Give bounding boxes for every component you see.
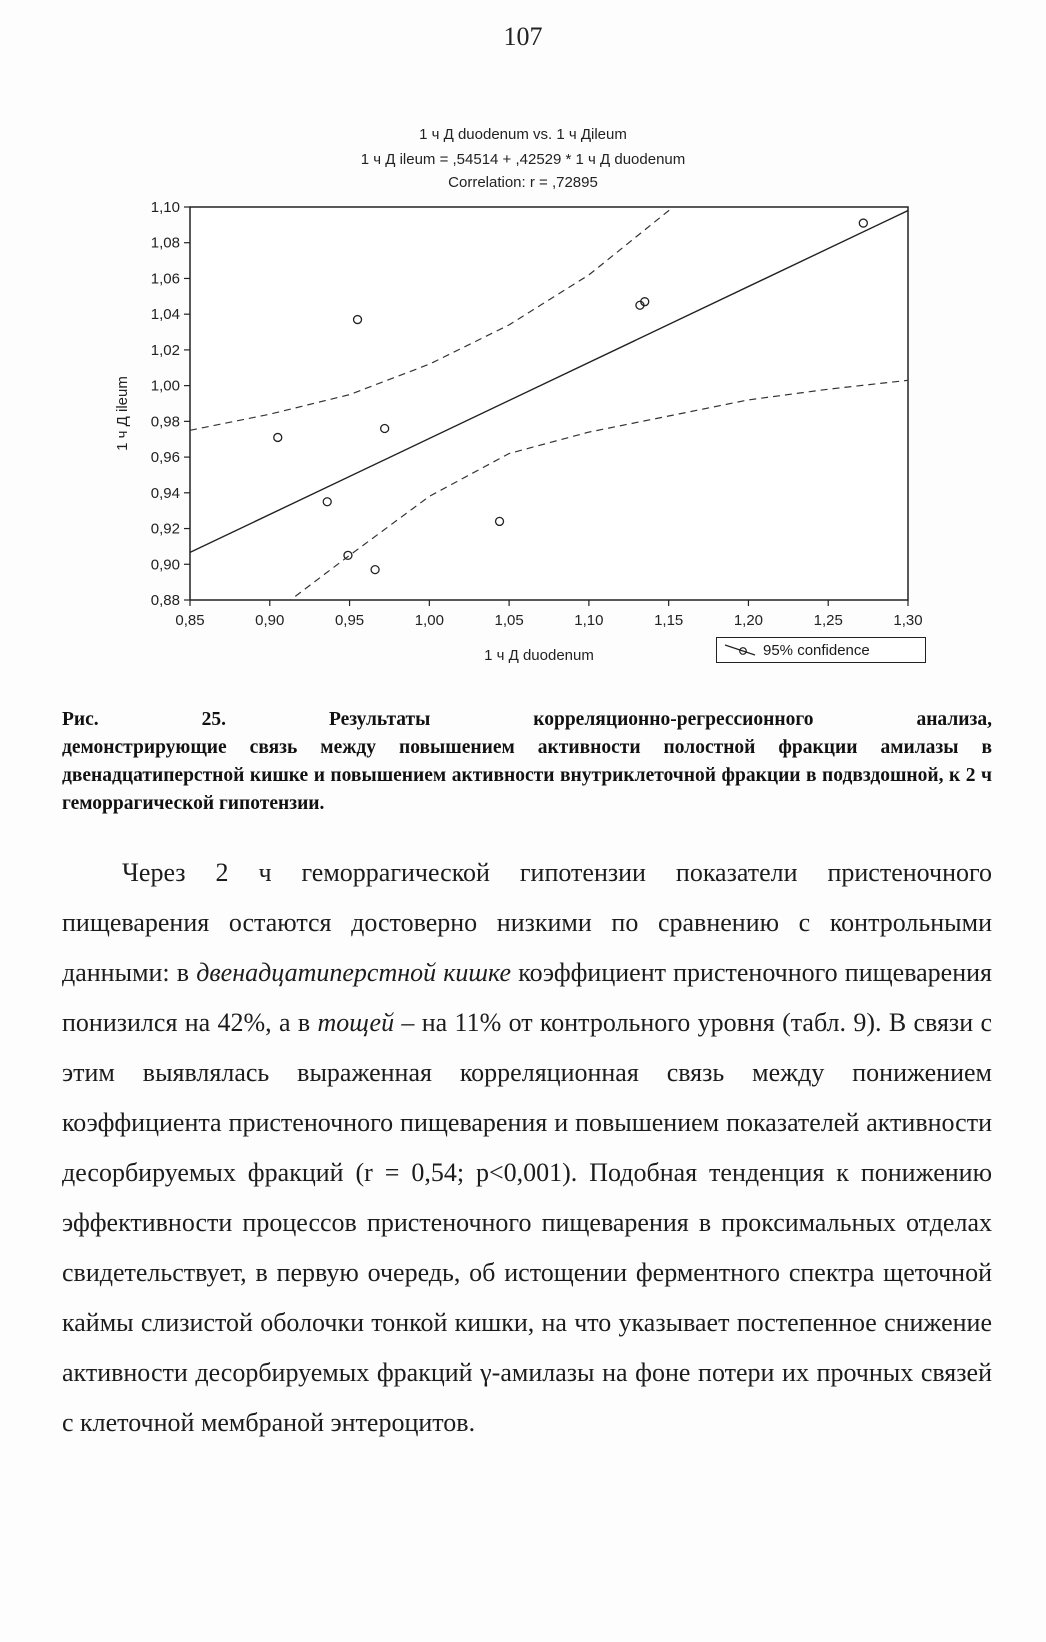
body-paragraph <box>62 848 992 1448</box>
y-tick-label: 1,06 <box>150 270 180 288</box>
caption-text: демонстрирующие связь между повышением активности полостной фракции амилазы в двенадцатиперстной кишке и повышением активности внутриклеточной фракции в подвздошной, к 2 ч геморрагической гипотензии. <box>62 737 992 814</box>
caption-word: 25. <box>201 709 226 730</box>
scatter-chart <box>0 0 1046 700</box>
y-tick-label: 1,02 <box>150 341 180 359</box>
y-tick-label: 0,88 <box>150 592 180 609</box>
y-tick-label: 1,04 <box>150 306 180 324</box>
y-axis-label: 1 ч Д ileum <box>114 376 131 451</box>
caption-word: Рис. <box>62 709 99 730</box>
body-text-part1: Через 2 ч геморрагической гипотензии показатели пристеночного пищеварения остаются достоверно низкими по сравнению с контрольными данными: в <box>62 858 992 987</box>
y-tick-label: 0,94 <box>150 484 180 502</box>
x-tick-label: 0,85 <box>175 612 205 629</box>
caption-word: Результаты <box>328 709 431 730</box>
body-italic-duodenum: двенадцатиперстной кишке <box>196 958 512 987</box>
x-tick-label: 1,15 <box>654 612 684 629</box>
x-tick-label: 1,20 <box>733 612 764 629</box>
y-tick-label: 0,98 <box>150 413 180 431</box>
caption-word: анализа, <box>916 709 992 730</box>
x-axis-label: 1 ч Д duodenum <box>484 647 594 664</box>
body-text-part3: – на 11% от контрольного уровня (табл. 9). В связи с этим выявлялась выраженная корреляционная связь между понижением коэффициента пристеночного пищеварения и повышением показателей активности десорбируемых фракций (r = 0,54; p<0,001). Подобная тенденция к понижению эффективности процессов пристеночного пищеварения в проксимальных отделах свидетельствует, в первую очередь, об истощении ферментного спектра щеточной каймы слизистой оболочки тонкой кишки, на что указывает постепенное снижение активности десорбируемых фракций γ-амилазы на фоне потери их прочных связей с клеточной мембраной энтероцитов. <box>62 1008 992 1437</box>
chart-subtitle: 1 ч Д ileum = ,54514 + ,42529 * 1 ч Д duodenum <box>360 151 686 168</box>
chart-correlation: Correlation: r = ,72895 <box>448 174 598 191</box>
page-number: 107 <box>503 22 543 51</box>
plot-area <box>190 207 908 600</box>
legend-label: 95% confidence <box>763 641 870 659</box>
body-italic-jejunum: тощей <box>317 1008 395 1037</box>
body-text-part2: коэффициент пристеночного пищеварения понизился на 42%, а в <box>62 958 992 1037</box>
y-tick-label: 1,00 <box>150 377 180 395</box>
y-tick-label: 0,92 <box>150 520 180 538</box>
chart-title: 1 ч Д duodenum vs. 1 ч Дileum <box>419 126 627 143</box>
x-tick-label: 0,95 <box>334 612 365 629</box>
legend-symbol-icon <box>719 639 763 661</box>
caption-word: корреляционно-регрессионного <box>533 709 814 730</box>
figure-caption <box>62 706 992 818</box>
y-tick-label: 0,96 <box>150 449 180 467</box>
y-tick-label: 0,90 <box>150 556 180 574</box>
body-text <box>62 848 992 1448</box>
x-tick-label: 1,00 <box>414 612 444 629</box>
caption-first-line <box>62 706 992 734</box>
y-tick-label: 1,10 <box>150 199 180 216</box>
x-tick-label: 0,90 <box>255 612 285 629</box>
x-tick-label: 1,05 <box>494 612 524 629</box>
chart-legend <box>716 637 926 663</box>
x-tick-label: 1,30 <box>893 612 923 629</box>
y-tick-label: 1,08 <box>150 234 180 252</box>
x-tick-label: 1,10 <box>574 612 604 629</box>
x-tick-label: 1,25 <box>813 612 843 629</box>
